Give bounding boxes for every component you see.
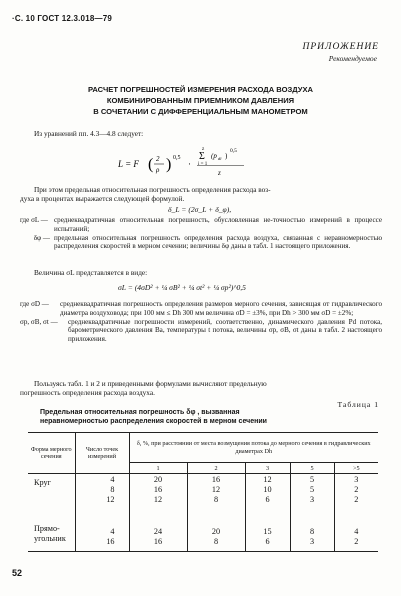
page-header: ·С. 10 ГОСТ 12.3.018—79 bbox=[12, 14, 112, 23]
section-title bbox=[20, 84, 381, 117]
definition-row bbox=[20, 300, 382, 317]
header-distance-group: δ, %, при расстоянии от места возмущения потока до мерного сечения в гидравлических диаметрах Dh bbox=[129, 433, 378, 463]
header-shape: Форма мерного сечения bbox=[28, 433, 75, 474]
value-cell bbox=[129, 516, 187, 552]
section-title-line-2: КОМБИНИРОВАННЫМ ПРИЕМНИКОМ ДАВЛЕНИЯ bbox=[106, 96, 295, 105]
definitions-2 bbox=[20, 300, 382, 344]
paragraph-2-line-2: погрешность определения расхода воздуха. bbox=[20, 388, 155, 398]
table-value: 12 bbox=[153, 495, 163, 504]
points-value: 12 bbox=[106, 495, 115, 504]
table-value: 5 bbox=[309, 485, 315, 494]
row-shape: Круг bbox=[28, 474, 75, 516]
points-value: 4 bbox=[110, 526, 115, 536]
table-value: 8 bbox=[213, 495, 219, 504]
sum-symbol: Σ bbox=[199, 151, 205, 162]
sigma-intro: Величина σL представляется в виде: bbox=[34, 268, 148, 277]
section-title-line-1: РАСЧЕТ ПОГРЕШНОСТЕЙ ИЗМЕРЕНИЯ РАСХОДА ВОЗДУХА bbox=[87, 85, 314, 94]
table-value: 2 bbox=[354, 536, 359, 546]
definition-row bbox=[20, 318, 382, 344]
paren-open: ( bbox=[148, 156, 154, 173]
distance-header: 2 bbox=[187, 463, 245, 474]
points-cell bbox=[75, 474, 129, 516]
definition-text: среднеквадратичные погрешности измерений, соответственно, динамического давления Pd потока, барометрического давления Ba, температуры t потока, величины σp, σB, σt даны в табл. 2 настоящего приложения. bbox=[68, 317, 382, 343]
sum-index: i = 1 bbox=[198, 162, 208, 167]
definition-row bbox=[20, 234, 382, 251]
table-caption bbox=[40, 408, 360, 427]
definition-text: предельная относительная погрешность определения расхода воздуха, связанная с неравномерностью распределения скоростей в мерном сечении; величины δφ даны в табл. 1 настоящего приложения. bbox=[54, 233, 382, 251]
paragraph-1-line-1: При этом предельная относительная погрешность определения расхода воз- bbox=[34, 185, 271, 194]
definition-text: среднеквадратичная погрешность определения размеров мерного сечения, зависящая от гидравлического диаметра воздуховода; при 100 мм ≤ Dh 300 мм величина σD = ±3%, при Dh > 300 мм σD = ±2%; bbox=[60, 300, 382, 317]
sum-exp: 0,5 bbox=[230, 148, 237, 154]
formula-lhs: L = F bbox=[118, 159, 139, 169]
row-shape: Прямо-угольник bbox=[28, 516, 75, 552]
sum-term-sub: di bbox=[218, 156, 222, 161]
paragraph-1-line-2: духа в процентах выражается следующей формулой. bbox=[20, 194, 185, 204]
distance-header: >5 bbox=[334, 463, 378, 474]
points-value: 8 bbox=[110, 485, 115, 494]
definition-text: среднеквадратичная относительная погрешность, обусловленная не-точностью измерений в процессе испытаний; bbox=[54, 216, 382, 233]
definitions-1 bbox=[20, 216, 382, 252]
paragraph-2-line-1: Пользуясь табл. 1 и 2 и приведенными формулами вычисляют предельную bbox=[34, 379, 267, 388]
paragraph-2 bbox=[20, 379, 382, 398]
value-cell bbox=[245, 474, 290, 516]
table-value: 2 bbox=[354, 485, 359, 494]
definition-term: δφ — bbox=[33, 233, 50, 242]
value-cell bbox=[334, 516, 378, 552]
table-caption-line-1: Предельная относительная погрешность δφ , вызванная bbox=[40, 409, 240, 416]
table-value: 20 bbox=[211, 526, 221, 536]
delta-formula: δ_L = (2σ_L + δ_φ), bbox=[168, 205, 232, 214]
points-value: 4 bbox=[110, 475, 115, 484]
definition-row bbox=[20, 216, 382, 233]
definition-term: где σD — bbox=[20, 300, 49, 308]
dot-operator: · bbox=[188, 159, 191, 169]
table-value: 24 bbox=[153, 526, 163, 536]
paragraph-1 bbox=[20, 185, 382, 204]
distance-header: 3 bbox=[245, 463, 290, 474]
table-value: 10 bbox=[263, 485, 272, 494]
value-cell bbox=[290, 474, 334, 516]
points-value: 16 bbox=[106, 536, 115, 546]
appendix-title: ПРИЛОЖЕНИЕ bbox=[302, 42, 379, 52]
table-value: 20 bbox=[153, 475, 163, 484]
sigma-formula: σL = (4σD² + ¼ σB² + ¼ σt² + ¼ σp²)^0,5 bbox=[118, 283, 246, 292]
table-value: 15 bbox=[263, 526, 272, 536]
definition-term: где σL — bbox=[20, 216, 48, 224]
table-value: 16 bbox=[153, 536, 163, 546]
table-value: 12 bbox=[263, 475, 272, 484]
sum-term: (p bbox=[211, 152, 217, 160]
table-value: 3 bbox=[309, 536, 315, 546]
main-denominator: z bbox=[218, 169, 221, 177]
appendix-subtitle: Рекомендуемое bbox=[328, 54, 377, 63]
value-cell bbox=[187, 474, 245, 516]
table-value: 2 bbox=[354, 495, 359, 504]
table-value: 6 bbox=[265, 536, 270, 546]
value-cell bbox=[334, 474, 378, 516]
table-caption-line-2: неравномерностью распределения скоростей в мерном сечении bbox=[40, 418, 267, 426]
table-value: 3 bbox=[309, 495, 315, 504]
table-row bbox=[28, 474, 378, 516]
sum-top: z bbox=[202, 147, 205, 152]
header-points: Число точек измерений bbox=[75, 433, 129, 474]
distance-header: 1 bbox=[129, 463, 187, 474]
table-value: 5 bbox=[309, 475, 315, 484]
value-cell bbox=[245, 516, 290, 552]
points-cell bbox=[75, 516, 129, 552]
table-value: 12 bbox=[211, 485, 221, 494]
table-value: 8 bbox=[309, 526, 315, 536]
sum-term-close: ) bbox=[225, 152, 228, 160]
table-number: Таблица 1 bbox=[337, 400, 379, 409]
data-table bbox=[28, 432, 378, 552]
table-value: 16 bbox=[211, 475, 221, 484]
table-value: 3 bbox=[354, 475, 359, 484]
value-cell bbox=[187, 516, 245, 552]
table-header-row bbox=[28, 433, 378, 463]
section-title-line-3: В СОЧЕТАНИИ С ДИФФЕРЕНЦИАЛЬНЫМ МАНОМЕТРОМ bbox=[93, 107, 308, 116]
table-value: 16 bbox=[153, 485, 163, 494]
main-formula bbox=[118, 140, 298, 184]
page-number: 52 bbox=[12, 568, 23, 578]
definition-term: σp, σB, σt — bbox=[20, 317, 58, 326]
intro-text: Из уравнений пп. 4.3—4.8 следует: bbox=[34, 129, 144, 138]
paren-close: ) bbox=[166, 156, 172, 173]
formula-exp: 0,5 bbox=[173, 155, 181, 161]
distance-header: 5 bbox=[290, 463, 334, 474]
frac-bottom: ρ bbox=[156, 166, 160, 174]
table-row bbox=[28, 516, 378, 552]
table-value: 4 bbox=[354, 526, 359, 536]
table-value: 6 bbox=[265, 495, 270, 504]
table-value: 8 bbox=[213, 536, 219, 546]
frac-top: 2 bbox=[156, 155, 160, 163]
value-cell bbox=[290, 516, 334, 552]
value-cell bbox=[129, 474, 187, 516]
